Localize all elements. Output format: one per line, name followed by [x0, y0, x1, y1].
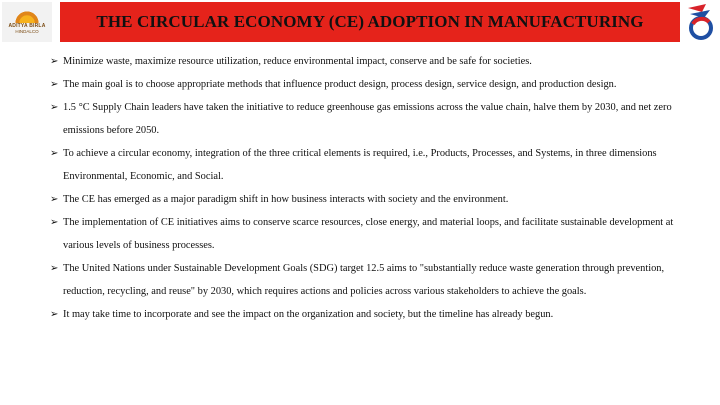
arrow-bullet-icon: ➢: [50, 148, 59, 159]
arrow-bullet-icon: ➢: [50, 217, 59, 228]
list-item: [50, 73, 690, 96]
list-item: [50, 188, 690, 211]
university-logo: [684, 2, 718, 42]
aditya-birla-logo: [2, 2, 52, 42]
bullet-list: [50, 50, 690, 326]
logo-text-aditya-birla: ADITYA BIRLA: [8, 23, 46, 29]
list-item: [50, 211, 690, 257]
bullet-text: It may take time to incorporate and see the impact on the organization and society, but the timeline has already begun.: [63, 309, 554, 320]
list-item: [50, 257, 690, 303]
list-item: [50, 142, 690, 188]
university-emblem-icon: [684, 2, 718, 42]
arrow-bullet-icon: ➢: [50, 102, 59, 113]
bullet-text: The CE has emerged as a major paradigm shift in how business interacts with society and the environment.: [63, 194, 509, 205]
bullet-text: The main goal is to choose appropriate methods that influence product design, process design, service design, and production design.: [63, 79, 617, 90]
arrow-bullet-icon: ➢: [50, 79, 59, 90]
title-bar: [60, 2, 680, 42]
page-title: THE CIRCULAR ECONOMY (CE) ADOPTION IN MANUFACTURING: [96, 12, 644, 31]
list-item: [50, 303, 690, 326]
bullet-text: 1.5 °C Supply Chain leaders have taken the initiative to reduce greenhouse gas emissions across the value chain, halve them by 2030, and net zero emissions before 2050.: [63, 102, 672, 136]
arrow-bullet-icon: ➢: [50, 56, 59, 67]
list-item: [50, 50, 690, 73]
arrow-bullet-icon: ➢: [50, 263, 59, 274]
header: [0, 0, 720, 44]
sun-emblem-icon: [14, 9, 40, 23]
list-item: [50, 96, 690, 142]
bullet-text: Minimize waste, maximize resource utilization, reduce environmental impact, conserve and be safe for societies.: [63, 56, 532, 67]
arrow-bullet-icon: ➢: [50, 309, 59, 320]
arrow-bullet-icon: ➢: [50, 194, 59, 205]
bullet-text: The implementation of CE initiatives aims to conserve scarce resources, close energy, and material loops, and facilitate sustainable development at various levels of business processes.: [63, 217, 674, 251]
bullet-text: The United Nations under Sustainable Development Goals (SDG) target 12.5 aims to "substantially reduce waste generation through prevention, reduction, recycling, and reuse" by 2030, which requires actions and policies across various stakeholders to achieve the goals.: [63, 263, 665, 297]
logo-text-hindalco: HINDALCO: [15, 29, 39, 34]
bullet-text: To achieve a circular economy, integration of the three critical elements is required, i.e., Products, Processes, and Systems, in three dimensions Environmental, Economic, and Social.: [63, 148, 657, 182]
